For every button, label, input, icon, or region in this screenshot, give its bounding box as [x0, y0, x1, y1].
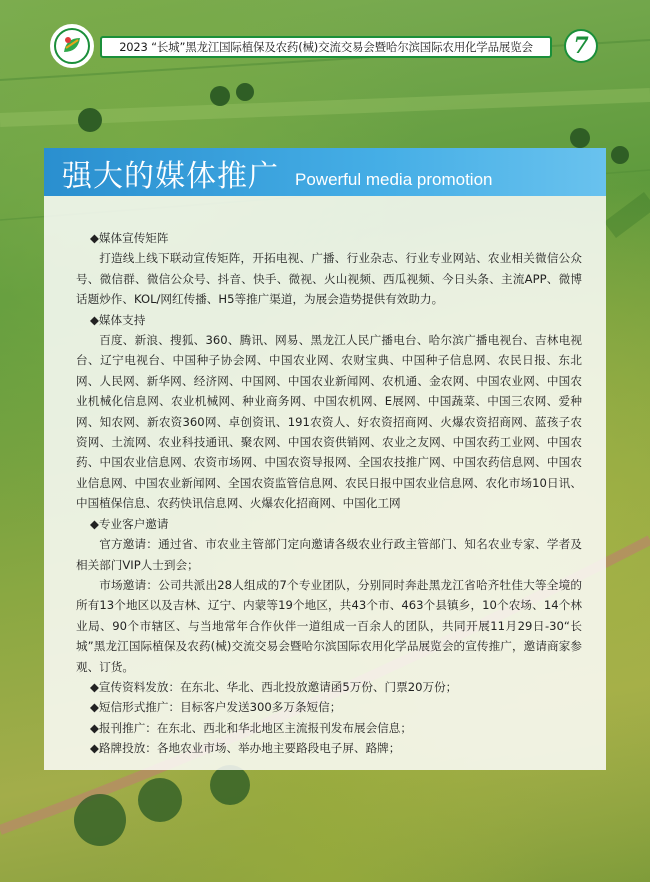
paragraph-official-invite: 官方邀请：通过省、市农业主管部门定向邀请各级农业行政主管部门、知名农业专家、学者及相关部门VIP人士到会； [76, 537, 582, 572]
bullet-item: ◆报刊推广：在东北、西北和华北地区主流报刊发布展会信息； [90, 720, 412, 735]
section-heading-media-support: ◆媒体支持 [90, 312, 146, 327]
bullet-item: ◆路牌投放：各地农业市场、举办地主要路段电子屏、路牌； [90, 741, 401, 756]
section-heading-client-invite: ◆专业客户邀请 [90, 516, 169, 531]
header-title: 2023 “长城”黑龙江国际植保及农药(械)交流交易会暨哈尔滨国际农用化学品展览会 [119, 40, 533, 54]
paragraph-market-invite: 市场邀请：公司共派出28人组成的7个专业团队，分别同时奔赴黑龙江省哈齐牡佳大等全境的所有13个地区以及吉林、辽宁、内蒙等19个地区，共43个市、463个县镇乡，10个农场、14个林业局、90个市辖区、与当地常年合作伙伴一道组成一百余人的团队，共同开展11月29日-30“长城”黑龙江国际植保及农药(械)交流交易会暨哈尔滨国际农用化学品展览会的宣传推广，邀请商家参观、订货。 [76, 577, 582, 674]
paragraph-media-support: 百度、新浪、搜狐、360、腾讯、网易、黑龙江人民广播电台、哈尔滨广播电视台、吉林电视台、辽宁电视台、中国种子协会网、中国农业网、农财宝典、中国种子信息网、农民日报、东北网、人民网、新华网、经济网、中国网、中国农业新闻网、农机通、金农网、中国农业网、中国农业机械化信息网、农业机械网、种业商务网、中国农机网、E展网、中国蔬菜、中国三农网、爱种网、知农网、新农资360网、卓创资讯、191农资人、好农资招商网、火爆农资招商网、蓝孩子农资网、土流网、农业科技通讯、聚农网、中国农资供销网、农业之友网、中国农药工业网、中国农药、中国农业信息网、农资市场网、中国农资导报网、全国农技推广网、中国农药信息网、中国农业信息网、中国农业新闻网、全国农资监管信息网、农民日报中国农业信息网、农化市场10日讯、中国植保信息、农药快讯信息网、火爆农化招商网、中国化工网 [76, 333, 582, 511]
section-heading-media-matrix: ◆媒体宣传矩阵 [90, 231, 169, 245]
bullet-item: ◆短信形式推广：目标客户发送300多万条短信； [90, 700, 342, 715]
bullet-item: ◆宣传资料发放：在东北、华北、西北投放邀请函5万份、门票20万份； [90, 679, 458, 694]
leaf-logo-icon [52, 26, 92, 66]
page-number: 7 [573, 33, 589, 59]
header-title-bar [100, 36, 552, 58]
banner-title-cn: 强大的媒体推广 [62, 159, 279, 194]
article-body [76, 228, 582, 759]
exhibition-logo [50, 24, 94, 68]
page-number-badge [564, 29, 598, 63]
banner-title-en: Powerful media promotion [295, 170, 493, 189]
paragraph-media-matrix: 打造线上线下联动宣传矩阵，开拓电视、广播、行业杂志、行业专业网站、农业相关微信公众号、微信群、微信公众号、抖音、快手、微视、火山视频、西瓜视频、今日头条、主流APP、微博话题炒作、KOL/网红传播、H5等推广渠道，为展会造势提供有效助力。 [76, 251, 582, 307]
